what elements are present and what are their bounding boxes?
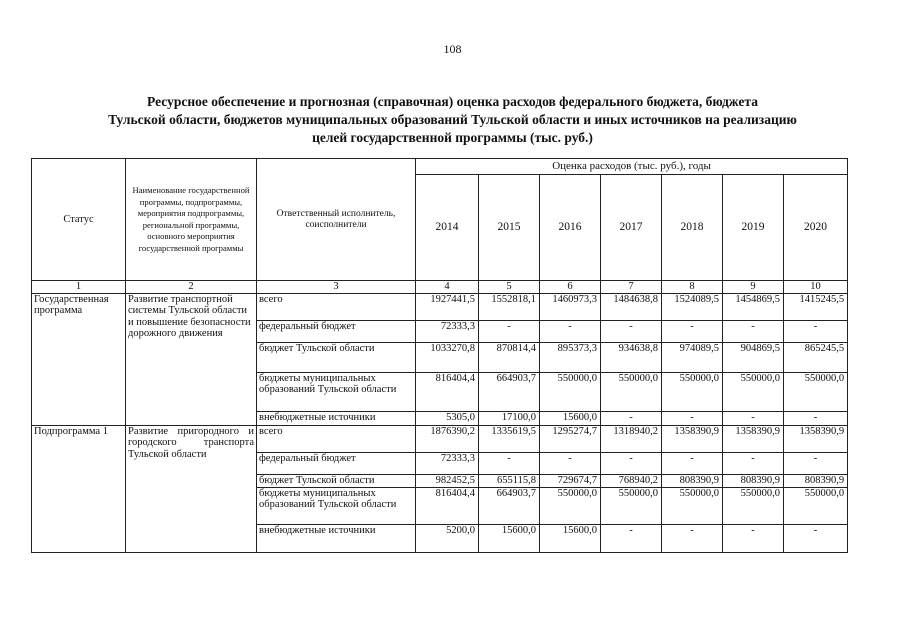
- value-cell: 550000,0: [662, 372, 723, 411]
- value-cell: 982452,5: [416, 474, 479, 487]
- page-number: 108: [443, 42, 462, 56]
- document-title: [40, 93, 865, 147]
- value-cell: -: [784, 320, 848, 342]
- value-cell: 1358390,9: [784, 425, 848, 452]
- value-cell: -: [723, 411, 784, 425]
- value-cell: -: [784, 452, 848, 474]
- value-cell: 1484638,8: [601, 293, 662, 320]
- header-status: Статус: [32, 159, 126, 281]
- status-cell: Подпрограмма 1: [32, 425, 126, 552]
- value-cell: 729674,7: [540, 474, 601, 487]
- value-cell: 550000,0: [540, 372, 601, 411]
- table-row: [32, 293, 848, 320]
- source-cell: бюджет Тульской области: [257, 474, 416, 487]
- value-cell: 934638,8: [601, 342, 662, 372]
- value-cell: 17100,0: [479, 411, 540, 425]
- value-cell: 72333,3: [416, 452, 479, 474]
- value-cell: -: [601, 524, 662, 552]
- value-cell: -: [723, 524, 784, 552]
- value-cell: 768940,2: [601, 474, 662, 487]
- value-cell: 1454869,5: [723, 293, 784, 320]
- column-number: 5: [479, 281, 540, 294]
- value-cell: 664903,7: [479, 372, 540, 411]
- value-cell: -: [540, 320, 601, 342]
- source-cell: федеральный бюджет: [257, 320, 416, 342]
- value-cell: 1358390,9: [662, 425, 723, 452]
- header-executor: Ответственный исполнитель, соисполнители: [257, 159, 416, 281]
- value-cell: 550000,0: [601, 487, 662, 524]
- source-cell: бюджет Тульской области: [257, 342, 416, 372]
- value-cell: 15600,0: [479, 524, 540, 552]
- value-cell: 1295274,7: [540, 425, 601, 452]
- value-cell: 655115,8: [479, 474, 540, 487]
- value-cell: 808390,9: [723, 474, 784, 487]
- value-cell: 664903,7: [479, 487, 540, 524]
- value-cell: -: [723, 320, 784, 342]
- value-cell: 550000,0: [601, 372, 662, 411]
- value-cell: 1927441,5: [416, 293, 479, 320]
- column-number: 6: [540, 281, 601, 294]
- source-cell: бюджеты муниципальных образований Тульской области: [257, 487, 416, 524]
- value-cell: 1876390,2: [416, 425, 479, 452]
- value-cell: 550000,0: [784, 487, 848, 524]
- value-cell: 72333,3: [416, 320, 479, 342]
- value-cell: -: [784, 411, 848, 425]
- title-line-2: Тульской области, бюджетов муниципальных образований Тульской области и иных источников на реализацию: [108, 112, 797, 127]
- value-cell: 1358390,9: [723, 425, 784, 452]
- source-cell: бюджеты муниципальных образований Тульской области: [257, 372, 416, 411]
- value-cell: -: [601, 452, 662, 474]
- value-cell: 816404,4: [416, 487, 479, 524]
- budget-table: [31, 158, 848, 553]
- value-cell: 1552818,1: [479, 293, 540, 320]
- value-cell: 895373,3: [540, 342, 601, 372]
- program-name-cell: Развитие транспортной системы Тульской области и повышение безопасности дорожного движения: [126, 293, 257, 425]
- value-cell: 870814,4: [479, 342, 540, 372]
- value-cell: 865245,5: [784, 342, 848, 372]
- title-line-3: целей государственной программы (тыс. руб.): [312, 130, 593, 145]
- header-year: 2016: [540, 175, 601, 281]
- value-cell: -: [723, 452, 784, 474]
- source-cell: всего: [257, 293, 416, 320]
- value-cell: 15600,0: [540, 411, 601, 425]
- column-number: 9: [723, 281, 784, 294]
- value-cell: 550000,0: [723, 487, 784, 524]
- header-year: 2015: [479, 175, 540, 281]
- value-cell: -: [601, 411, 662, 425]
- source-cell: федеральный бюджет: [257, 452, 416, 474]
- value-cell: 550000,0: [723, 372, 784, 411]
- value-cell: -: [662, 452, 723, 474]
- header-estimate: Оценка расходов (тыс. руб.), годы: [416, 159, 848, 175]
- value-cell: -: [662, 320, 723, 342]
- value-cell: 808390,9: [784, 474, 848, 487]
- column-number: 3: [257, 281, 416, 294]
- value-cell: 974089,5: [662, 342, 723, 372]
- column-number: 10: [784, 281, 848, 294]
- value-cell: 816404,4: [416, 372, 479, 411]
- header-year: 2014: [416, 175, 479, 281]
- value-cell: 1335619,5: [479, 425, 540, 452]
- value-cell: 1460973,3: [540, 293, 601, 320]
- header-year: 2017: [601, 175, 662, 281]
- column-number: 2: [126, 281, 257, 294]
- value-cell: -: [662, 524, 723, 552]
- column-number: 4: [416, 281, 479, 294]
- status-cell: Государственная программа: [32, 293, 126, 425]
- column-number: 1: [32, 281, 126, 294]
- value-cell: -: [540, 452, 601, 474]
- header-year: 2020: [784, 175, 848, 281]
- value-cell: 1318940,2: [601, 425, 662, 452]
- column-number: 8: [662, 281, 723, 294]
- program-name-cell: Развитие пригородного и городского транспорта Тульской области: [126, 425, 257, 552]
- value-cell: 808390,9: [662, 474, 723, 487]
- source-cell: внебюджетные источники: [257, 524, 416, 552]
- table-row: [32, 425, 848, 452]
- source-cell: всего: [257, 425, 416, 452]
- value-cell: -: [784, 524, 848, 552]
- value-cell: 15600,0: [540, 524, 601, 552]
- value-cell: -: [601, 320, 662, 342]
- value-cell: 550000,0: [540, 487, 601, 524]
- title-line-1: Ресурсное обеспечение и прогнозная (справочная) оценка расходов федерального бюджета, бюджета: [147, 94, 758, 109]
- header-year: 2019: [723, 175, 784, 281]
- value-cell: 904869,5: [723, 342, 784, 372]
- value-cell: -: [662, 411, 723, 425]
- header-name: Наименование государственной программы, подпрограммы, мероприятия подпрограммы, региональной программы, основного мероприятия государственной программы: [126, 159, 257, 281]
- value-cell: 1524089,5: [662, 293, 723, 320]
- column-number: 7: [601, 281, 662, 294]
- header-year: 2018: [662, 175, 723, 281]
- value-cell: 1033270,8: [416, 342, 479, 372]
- value-cell: 5200,0: [416, 524, 479, 552]
- value-cell: 5305,0: [416, 411, 479, 425]
- value-cell: 550000,0: [662, 487, 723, 524]
- source-cell: внебюджетные источники: [257, 411, 416, 425]
- value-cell: -: [479, 320, 540, 342]
- value-cell: -: [479, 452, 540, 474]
- value-cell: 1415245,5: [784, 293, 848, 320]
- value-cell: 550000,0: [784, 372, 848, 411]
